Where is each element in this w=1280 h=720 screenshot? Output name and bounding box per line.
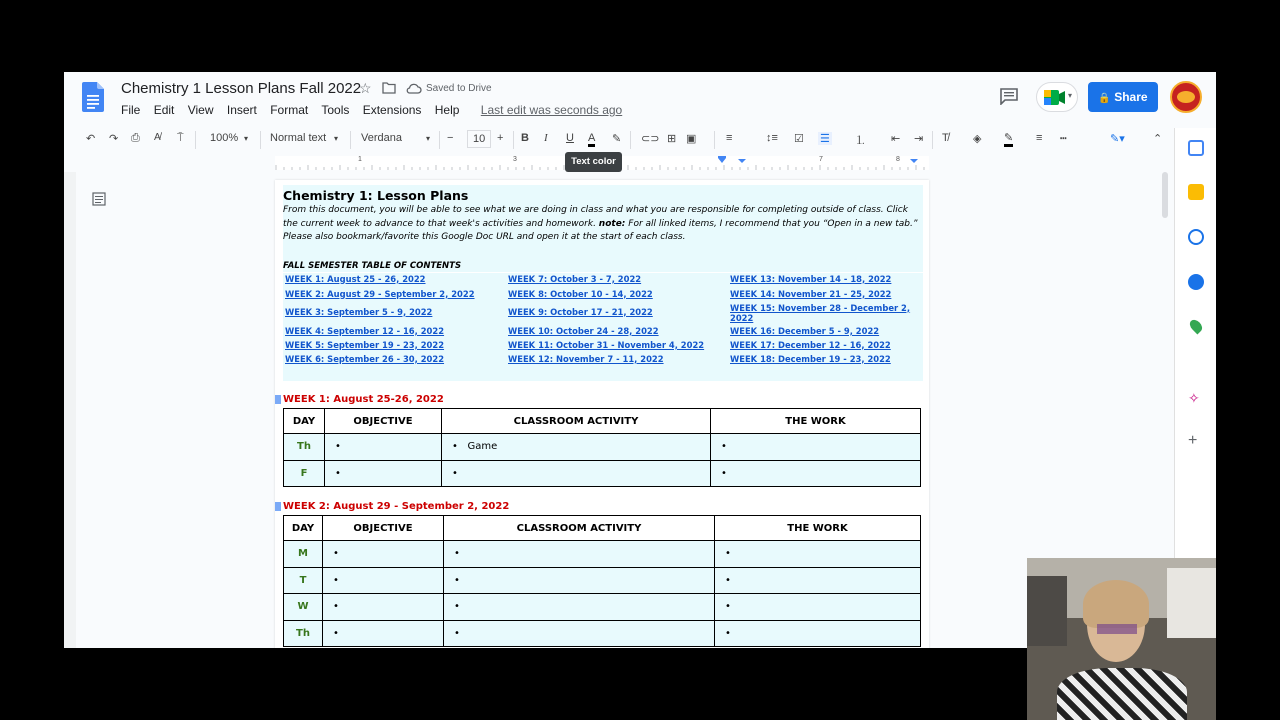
day-cell[interactable]: M — [284, 541, 323, 568]
bullet: • — [452, 467, 458, 479]
day-cell[interactable]: F — [284, 460, 325, 487]
work-cell[interactable] — [715, 541, 921, 568]
toc-link[interactable]: WEEK 6: September 26 - 30, 2022 — [285, 353, 445, 364]
table-row — [284, 541, 921, 568]
chevron-down-icon: ▾ — [244, 134, 249, 143]
activity-text: Game — [467, 441, 498, 453]
menu-insert[interactable]: Insert — [226, 103, 257, 117]
week-table — [283, 515, 921, 647]
meet-icon — [1044, 90, 1066, 105]
menu-edit[interactable]: Edit — [153, 103, 175, 117]
chevron-down-icon: ▾ — [334, 134, 339, 143]
work-cell[interactable] — [711, 460, 921, 487]
table-header: DAY — [284, 409, 325, 434]
day-cell[interactable]: W — [284, 594, 323, 621]
chevron-down-icon: ▾ — [426, 134, 431, 143]
activity-cell[interactable] — [442, 434, 711, 461]
add-icon[interactable]: + — [1188, 432, 1198, 449]
italic-icon[interactable]: I — [544, 132, 548, 144]
clear-formatting-icon[interactable]: T̸ — [942, 132, 949, 144]
objective-cell[interactable] — [323, 567, 444, 594]
toc-link[interactable]: WEEK 14: November 21 - 25, 2022 — [730, 288, 892, 299]
zoom-select[interactable]: 100% — [210, 132, 239, 144]
vertical-ruler — [64, 172, 76, 648]
document-title[interactable]: Chemistry 1 Lesson Plans Fall 2022 — [121, 80, 362, 97]
scrollbar[interactable] — [1162, 172, 1168, 218]
redo-icon[interactable]: ↷ — [109, 133, 119, 145]
share-button[interactable] — [1088, 82, 1158, 112]
chevron-down-icon: ▾ — [1068, 91, 1073, 100]
table-row — [284, 594, 921, 621]
table-of-contents — [283, 273, 923, 381]
style-select[interactable]: Normal text — [270, 132, 327, 144]
maps-icon[interactable] — [1188, 318, 1205, 335]
objective-cell[interactable] — [323, 594, 444, 621]
day-cell[interactable]: T — [284, 567, 323, 594]
table-row — [284, 620, 921, 647]
bullet: • — [725, 601, 731, 613]
bookmark-icon[interactable] — [275, 395, 281, 404]
activity-cell[interactable] — [444, 594, 715, 621]
objective-cell[interactable] — [323, 541, 444, 568]
underline-icon[interactable]: U — [566, 132, 574, 144]
outline-icon[interactable] — [92, 192, 106, 206]
toc-link[interactable]: WEEK 13: November 14 - 18, 2022 — [730, 273, 892, 284]
line-spacing-icon[interactable]: ↕≡ — [766, 132, 778, 144]
paint-format-icon[interactable]: ⍑ — [177, 132, 184, 144]
work-cell[interactable] — [715, 594, 921, 621]
spellcheck-icon[interactable]: A̸ — [154, 132, 161, 143]
toc-link[interactable]: WEEK 10: October 24 - 28, 2022 — [508, 325, 659, 336]
ruler-mark: 1 — [358, 156, 362, 163]
toc-link[interactable]: WEEK 5: September 19 - 23, 2022 — [285, 339, 445, 350]
activity-cell[interactable] — [444, 620, 715, 647]
bullet: • — [335, 441, 341, 453]
bold-icon[interactable]: B — [521, 132, 529, 144]
tasks-icon[interactable] — [1188, 229, 1204, 245]
activity-cell[interactable] — [444, 541, 715, 568]
bullet: • — [725, 574, 731, 586]
border-color-icon[interactable]: ✎ — [1004, 132, 1013, 147]
keep-icon[interactable] — [1188, 184, 1204, 200]
table-row — [284, 460, 921, 487]
toolbar — [80, 128, 1162, 152]
text-color-icon[interactable]: A — [588, 132, 595, 147]
lock-icon: 🔒 — [1098, 93, 1111, 104]
menu-format[interactable]: Format — [270, 103, 309, 117]
border-dash-icon[interactable]: ┅ — [1060, 133, 1067, 145]
bullet: • — [721, 441, 727, 453]
toc-link[interactable]: WEEK 9: October 17 - 21, 2022 — [508, 306, 653, 317]
move-folder-icon[interactable] — [382, 82, 396, 94]
bullet: • — [454, 548, 460, 560]
image-icon[interactable]: ▣ — [686, 133, 697, 145]
work-cell[interactable] — [711, 434, 921, 461]
work-cell[interactable] — [715, 620, 921, 647]
objective-cell[interactable] — [325, 434, 442, 461]
toc-link[interactable]: WEEK 15: November 28 - December 2, 2022 — [730, 302, 911, 323]
table-header: CLASSROOM ACTIVITY — [442, 409, 711, 434]
table-header: OBJECTIVE — [325, 409, 442, 434]
font-size-input[interactable]: 10 — [467, 130, 491, 148]
ruler-mark: 3 — [513, 156, 517, 163]
day-cell[interactable]: Th — [284, 434, 325, 461]
menu-help[interactable]: Help — [434, 103, 460, 117]
bullet: • — [721, 467, 727, 479]
addon-icon[interactable]: ✧ — [1188, 390, 1200, 406]
work-cell[interactable] — [715, 567, 921, 594]
objective-cell[interactable] — [323, 620, 444, 647]
toc-link[interactable]: WEEK 3: September 5 - 9, 2022 — [285, 306, 433, 317]
day-cell[interactable]: Th — [284, 620, 323, 647]
increase-indent-icon[interactable]: ⇥ — [914, 133, 924, 145]
docs-logo-icon[interactable] — [82, 82, 104, 112]
bullet: • — [333, 574, 339, 586]
star-icon[interactable]: ☆ — [359, 80, 372, 96]
bullet: • — [454, 574, 460, 586]
intro-text: For all linked items, I recommend that you “Open in a new tab.” Please also bookmark/favorite this Google Doc URL and open it at the start of each class. — [283, 218, 918, 242]
toc-link[interactable]: WEEK 16: December 5 - 9, 2022 — [730, 325, 880, 336]
toc-title: FALL SEMESTER TABLE OF CONTENTS — [283, 260, 462, 271]
toc-link[interactable]: WEEK 1: August 25 - 26, 2022 — [285, 273, 426, 284]
bullet: • — [725, 548, 731, 560]
bullet: • — [725, 627, 731, 639]
font-size-increase-icon[interactable]: + — [497, 132, 504, 144]
border-width-icon[interactable]: ≡ — [1036, 132, 1043, 144]
bullet: • — [335, 467, 341, 479]
ruler-mark: 7 — [819, 156, 823, 163]
collapse-menu-icon[interactable]: ⌃ — [1153, 133, 1163, 145]
bullet: • — [454, 627, 460, 639]
undo-icon[interactable]: ↶ — [86, 133, 96, 145]
save-status: Saved to Drive — [426, 83, 492, 94]
decrease-indent-icon[interactable]: ⇤ — [891, 133, 901, 145]
table-header: THE WORK — [711, 409, 921, 434]
bullet: • — [333, 627, 339, 639]
numbered-list-icon[interactable]: ⒈ — [855, 135, 866, 147]
avatar[interactable] — [1170, 81, 1202, 113]
calendar-icon[interactable] — [1188, 140, 1204, 156]
meet-button[interactable] — [1036, 82, 1078, 112]
document-page[interactable] — [275, 180, 929, 648]
checklist-icon[interactable]: ☑ — [794, 133, 804, 145]
objective-cell[interactable] — [325, 460, 442, 487]
bullet: • — [333, 548, 339, 560]
menu-extensions[interactable]: Extensions — [362, 103, 422, 117]
toc-link[interactable]: WEEK 17: December 12 - 16, 2022 — [730, 339, 891, 350]
print-icon[interactable]: ⎙ — [131, 132, 140, 144]
week-heading: WEEK 2: August 29 - September 2, 2022 — [283, 501, 510, 512]
menu-file[interactable]: File — [121, 103, 141, 117]
bullet: • — [454, 601, 460, 613]
activity-cell[interactable] — [442, 460, 711, 487]
toc-link[interactable]: WEEK 18: December 19 - 23, 2022 — [730, 353, 891, 364]
toc-link[interactable]: WEEK 4: September 12 - 16, 2022 — [285, 325, 445, 336]
bullet: • — [452, 441, 458, 453]
comment-icon[interactable] — [999, 87, 1019, 105]
webcam-overlay — [1027, 558, 1216, 720]
menu-view[interactable]: View — [187, 103, 214, 117]
font-select[interactable]: Verdana — [361, 132, 402, 144]
menu-tools[interactable]: Tools — [321, 103, 350, 117]
activity-cell[interactable] — [444, 567, 715, 594]
table-header: DAY — [284, 516, 323, 541]
toc-link[interactable]: WEEK 7: October 3 - 7, 2022 — [508, 273, 642, 284]
fill-color-icon[interactable]: ◈ — [973, 133, 982, 145]
font-size-decrease-icon[interactable]: − — [447, 132, 454, 144]
bulleted-list-icon[interactable]: ☰ — [820, 133, 830, 145]
table-header: OBJECTIVE — [323, 516, 444, 541]
table-row — [284, 434, 921, 461]
share-label: Share — [1114, 90, 1148, 104]
last-edit-link[interactable]: Last edit was seconds ago — [480, 103, 623, 117]
intro-paragraph — [283, 203, 923, 245]
week-heading: WEEK 1: August 25-26, 2022 — [283, 394, 444, 405]
document-heading: Chemistry 1: Lesson Plans — [283, 188, 469, 203]
bookmark-icon[interactable] — [275, 502, 281, 511]
toc-link[interactable]: WEEK 12: November 7 - 11, 2022 — [508, 353, 664, 364]
menu-bar — [121, 103, 632, 117]
link-icon[interactable]: ⊂⊃ — [641, 133, 660, 145]
table-header: THE WORK — [715, 516, 921, 541]
table-header: CLASSROOM ACTIVITY — [444, 516, 715, 541]
add-comment-icon[interactable]: ⊞ — [667, 133, 677, 145]
intro-text: From this document, you will be able to see what we are doing in class and what you are responsible for completing outside of class. Click the current week to advance to that week's activities and homework. — [283, 205, 908, 229]
editing-mode-icon[interactable]: ✎▾ — [1110, 133, 1125, 145]
ruler-mark: 8 — [896, 156, 900, 163]
bullet: • — [333, 601, 339, 613]
align-icon[interactable]: ≡ — [726, 132, 733, 144]
contacts-icon[interactable] — [1188, 274, 1204, 290]
week-table — [283, 408, 921, 487]
toc-link[interactable]: WEEK 11: October 31 - November 4, 2022 — [508, 339, 705, 350]
highlight-icon[interactable]: ✎ — [612, 133, 622, 145]
toc-link[interactable]: WEEK 2: August 29 - September 2, 2022 — [285, 288, 475, 299]
table-row — [284, 567, 921, 594]
toc-link[interactable]: WEEK 8: October 10 - 14, 2022 — [508, 288, 653, 299]
cloud-saved-icon[interactable] — [406, 83, 422, 94]
tooltip: Text color — [565, 152, 622, 172]
intro-note: note: — [598, 218, 626, 229]
